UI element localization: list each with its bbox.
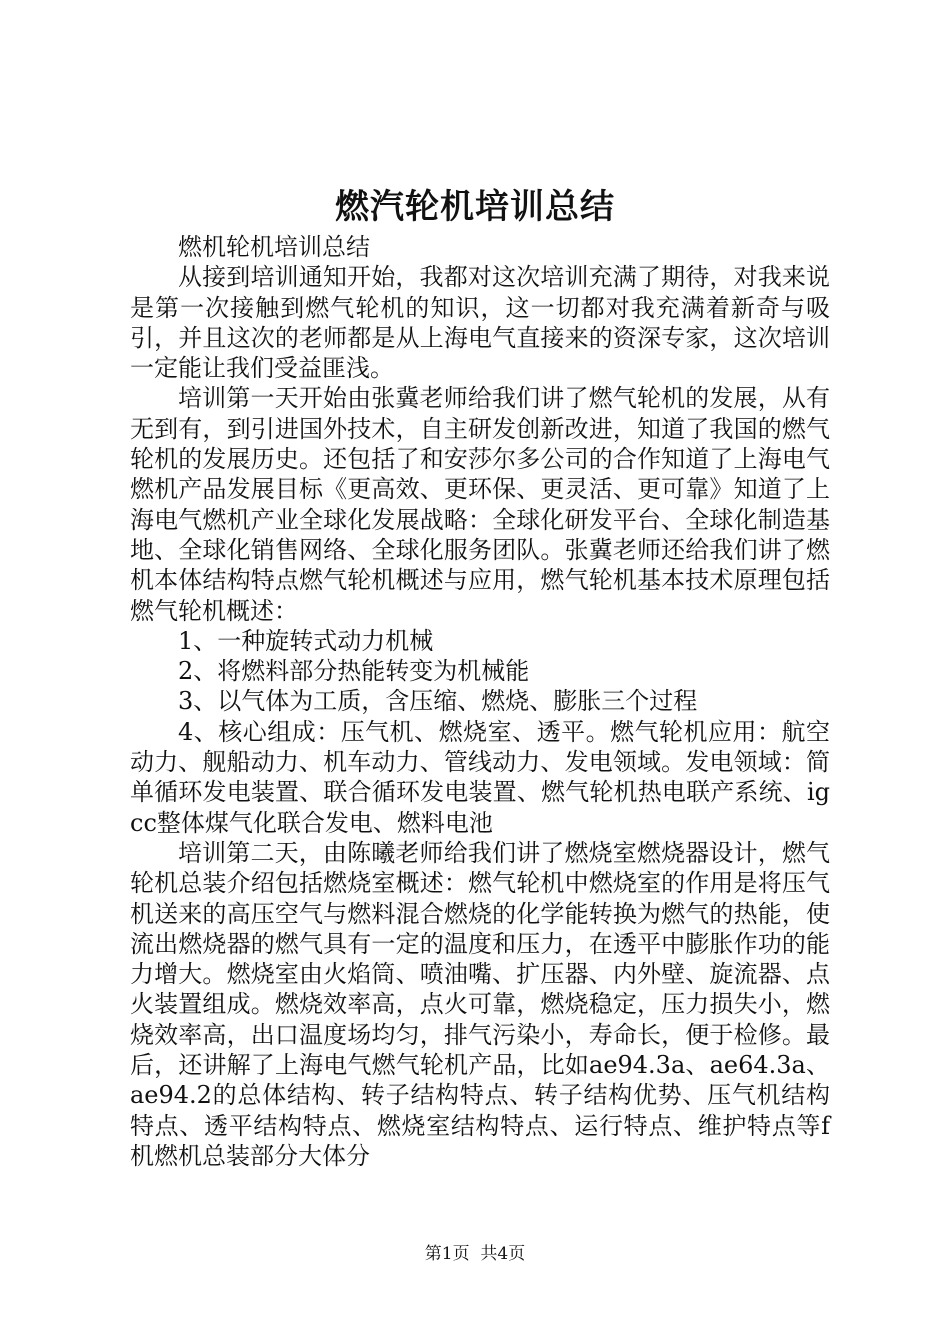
page-number: 第1页: [424, 1244, 470, 1264]
list-item-4: 4、核心组成：压气机、燃烧室、透平。燃气轮机应用：航空动力、舰船动力、机车动力、管线动力、发电领域。发电领域：简单循环发电装置、联合循环发电装置、燃气轮机热电联产系统、igcc整体煤气化联合发电、燃料电池: [130, 717, 830, 837]
page-total: 共4页: [480, 1244, 526, 1264]
document-title: 燃汽轮机培训总结: [335, 187, 615, 227]
document-body: [130, 232, 830, 1171]
list-item-2: 2、将燃料部分热能转变为机械能: [178, 657, 530, 686]
page-footer: [0, 1242, 950, 1266]
list-item-1: 1、一种旋转式动力机械: [178, 626, 434, 655]
intro-paragraph: 从接到培训通知开始，我都对这次培训充满了期待，对我来说是第一次接触到燃气轮机的知识，这一切都对我充满着新奇与吸引，并且这次的老师都是从上海电气直接来的资深专家，这次培训一定能让我们受益匪浅。: [130, 263, 830, 383]
list-item-3: 3、以气体为工质，含压缩、燃烧、膨胀三个过程: [178, 687, 698, 716]
subtitle-paragraph: 燃机轮机培训总结: [178, 233, 370, 261]
day-one-paragraph: 培训第一天开始由张冀老师给我们讲了燃气轮机的发展，从有无到有，到引进国外技术，自主研发创新改进，知道了我国的燃气轮机的发展历史。还包括了和安莎尔多公司的合作知道了上海电气燃机产品发展目标《更高效、更环保、更灵活、更可靠》知道了上海电气燃机产业全球化发展战略：全球化研发平台、全球化制造基地、全球化销售网络、全球化服务团队。张冀老师还给我们讲了燃机本体结构特点燃气轮机概述与应用，燃气轮机基本技术原理包括燃气轮机概述：: [130, 384, 830, 625]
day-two-paragraph: 培训第二天，由陈曦老师给我们讲了燃烧室燃烧器设计，燃气轮机总装介绍包括燃烧室概述：燃气轮机中燃烧室的作用是将压气机送来的高压空气与燃料混合燃烧的化学能转换为燃气的热能，使流出燃烧器的燃气具有一定的温度和压力，在透平中膨胀作功的能力增大。燃烧室由火焰筒、喷油嘴、扩压器、内外壁、旋流器、点火装置组成。燃烧效率高，点火可靠，燃烧稳定，压力损失小，燃烧效率高，出口温度场均匀，排气污染小，寿命长，便于检修。最后，还讲解了上海电气燃气轮机产品，比如ae94.3a、ae64.3a、ae94.2的总体结构、转子结构特点、转子结构优势、压气机结构特点、透平结构特点、燃烧室结构特点、运行特点、维护特点等f机燃机总装部分大体分: [130, 838, 830, 1170]
